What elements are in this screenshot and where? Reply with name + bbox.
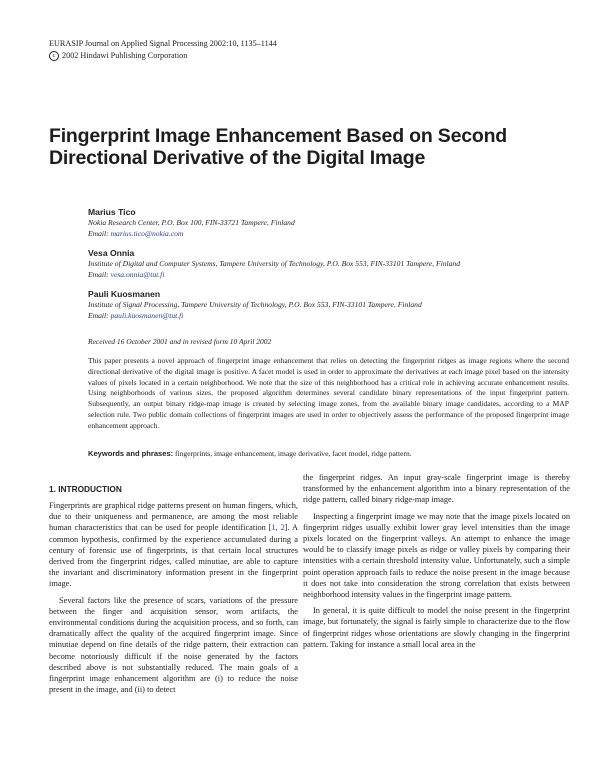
author-affiliation: Nokia Research Center, P.O. Box 100, FIN-33721 Tampere, Finland bbox=[88, 218, 295, 227]
keywords bbox=[88, 449, 569, 460]
author-name: Marius Tico bbox=[88, 207, 136, 217]
left-column bbox=[49, 484, 298, 695]
author-email-link[interactable]: pauli.kuosmanen@tut.fi bbox=[110, 310, 184, 320]
author-email-line bbox=[88, 311, 568, 322]
body-paragraph: In general, it is quite difficult to model the noise present in the fingerprint image, but fortunately, the signal is fairly simple to characterize due to the flow of fingerprint ridges whose orientations are slowly changing in the fingerprint pattern. Taking for instance a small local area in the bbox=[303, 606, 570, 649]
author-affiliation: Institute of Digital and Computer Systems, Tampere University of Technology, P.O. Box 553, FIN-33101 Tampere, Finland bbox=[88, 259, 461, 268]
author-block bbox=[88, 206, 568, 239]
journal-citation: EURASIP Journal on Applied Signal Processing 2002:10, 1135–1144 bbox=[49, 39, 277, 48]
author-name: Vesa Onnia bbox=[88, 248, 135, 258]
paragraph-text: Fingerprints are graphical ridge patterns present on human fingers, which, due to their uniqueness and permanence, are among the most reliable human characteristics that can be used for people identification [ bbox=[49, 501, 298, 533]
abstract: This paper presents a novel approach of fingerprint image enhancement that relies on detecting the fingerprint ridges as image regions where the second directional derivative of the digital image is positive. A facet model is used in order to approximate the derivatives at each image pixel based on the intensity values of pixels located in a certain neighborhood. We note that the size of this neighborhood has a critical role in achieving accurate enhancement results. Using neighborhoods of various sizes, the proposed algorithm determines several candidate binary representations of the input fingerprint pattern. Subsequently, an output binary ridge-map image is created by selecting image zones, from the available binary image candidates, according to a MAP selection rule. Two public domain collections of fingerprint images are used in order to objectively assess the performance of the proposed fingerprint image enhancement approach. bbox=[88, 356, 569, 430]
keywords-text: fingerprints, image enhancement, image derivative, facet model, ridge pattern. bbox=[175, 449, 412, 458]
body-paragraph: the fingerprint ridges. An input gray-scale fingerprint image is thereby transformed by the enhancement algorithm into a binary representation of the ridge pattern, called binary ridge-map image. bbox=[303, 473, 570, 505]
author-name: Pauli Kuosmanen bbox=[88, 289, 161, 299]
citation-link[interactable]: 2 bbox=[280, 523, 285, 533]
section-heading: 1. INTRODUCTION bbox=[49, 484, 122, 494]
paragraph-text: ]. A common hypothesis, confirmed by the experience accumulated during a century of forensic use of fingerprints, is that certain local structures derived from the fingerprint ridges, called minutiae, are able to capture the invariant and discriminatory information present in the fingerprint image. bbox=[49, 523, 299, 589]
paper-title: Fingerprint Image Enhancement Based on Second Directional Derivative of the Digital Image bbox=[49, 125, 508, 169]
author-email-link[interactable]: marius.tico@nokia.com bbox=[110, 228, 184, 238]
copyright-text: 2002 Hindawi Publishing Corporation bbox=[62, 51, 188, 60]
right-column bbox=[303, 472, 570, 650]
email-label: Email: bbox=[88, 228, 109, 238]
received-date: Received 16 October 2001 and in revised form 10 April 2002 bbox=[88, 337, 272, 346]
author-block bbox=[88, 247, 568, 280]
body-paragraph: Several factors like the presence of scars, variations of the pressure between the finger and acquisition sensor, worn artifacts, the environmental conditions during the acquisition process, and so forth, can dramatically affect the quality of the acquired fingerprint image. Since minutiae depend on fine details of the ridge pattern, their extraction can become notoriously difficult if the noise generated by the factors described above is not substantially reduced. The main goals of a fingerprint image enhancement algorithm are (i) to reduce the noise present in the image, and (ii) to detect bbox=[49, 595, 298, 695]
author-email-link[interactable]: vesa.onnia@tut.fi bbox=[110, 269, 165, 279]
citation-separator: , bbox=[275, 523, 281, 533]
email-label: Email: bbox=[88, 269, 109, 279]
intro-paragraph bbox=[49, 500, 298, 590]
author-block bbox=[88, 288, 568, 321]
author-email-line bbox=[88, 270, 568, 281]
author-affiliation: Institute of Signal Processing, Tampere University of Technology, P.O. Box 553, FIN-33101 Tampere, Finland bbox=[88, 300, 422, 309]
author-list bbox=[88, 206, 568, 329]
citation-link[interactable]: 1 bbox=[271, 523, 276, 533]
journal-header bbox=[49, 38, 277, 62]
copyright-line bbox=[49, 50, 277, 62]
author-email-line bbox=[88, 229, 568, 240]
copyright-icon: c bbox=[49, 51, 59, 61]
email-label: Email: bbox=[88, 310, 109, 320]
body-paragraph: Inspecting a fingerprint image we may note that the image pixels located on fingerprint ridges usually exhibit lower gray level intensities than the image pixels located on the fingerprint valleys. An attempt to enhance the image would be to classify image pixels as ridge or valley pixels by comparing their intensities with a certain threshold intensity value. Unfortunately, such a simple point operation approach fails to reduce the noise present in the image because it does not take into consideration the strong correlation that exists between neighborhood intensity values in the fingerprint image pattern. bbox=[303, 511, 570, 600]
keywords-label: Keywords and phrases: bbox=[88, 449, 174, 458]
